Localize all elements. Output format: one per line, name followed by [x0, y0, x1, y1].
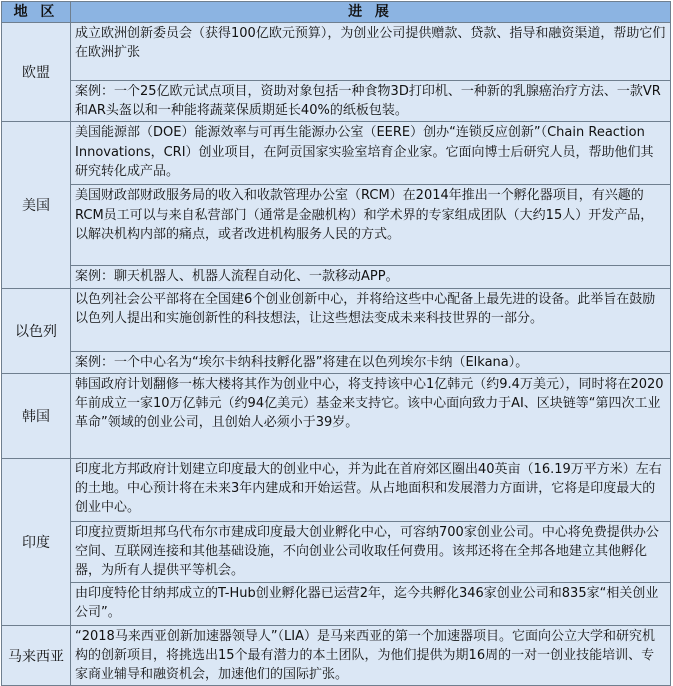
table-row [2, 266, 671, 288]
progress-cell: “2018马来西亚创新加速器领导人”（LIA）是马来西亚的第一个加速器项目。它面向公立大学和研究机构的创新项目，将挑选出15个最有潜力的本土团队，为他们提供为期16周的一对一创业技能培训、专家商业辅导和融资机会，加速他们的国际扩张。 [71, 625, 671, 686]
progress-cell: 以色列社会公平部将在全国建6个创业创新中心，并将给这些中心配备上最先进的设备。此举旨在鼓励以色列人提出和实施创新性的科技想法，让这些想法变成未来科技世界的一部分。 [71, 288, 671, 351]
region-eu: 欧盟 [2, 23, 71, 122]
table-row [2, 351, 671, 373]
table-row [2, 122, 671, 185]
progress-cell: 案例：聊天机器人、机器人流程自动化、一款移动APP。 [71, 266, 671, 288]
progress-cell: 印度拉贾斯坦邦乌代布尔市建成印度最大创业孵化中心，可容纳700家创业公司。中心将免费提供办公空间、互联网连接和其他基础设施，不向创业公司收取任何费用。该邦还将在全邦各地建立其他孵化器，为所有人提供平等机会。 [71, 521, 671, 582]
table-row [2, 185, 671, 266]
table-header-row [2, 2, 671, 23]
table-row [2, 23, 671, 81]
region-india: 印度 [2, 458, 71, 625]
table-row [2, 288, 671, 351]
region-korea: 韩国 [2, 373, 71, 458]
region-malaysia: 马来西亚 [2, 625, 71, 686]
progress-cell: 案例：一个25亿欧元试点项目，资助对象包括一种食物3D打印机、一种新的乳腺癌治疗方法、一款VR和AR头盔以和一种能将蔬菜保质期延长40%的纸板包装。 [71, 81, 671, 122]
progress-cell: 美国能源部（DOE）能源效率与可再生能源办公室（EERE）创办“连锁反应创新”（Chain Reaction Innovations，CRI）创业项目，在阿贡国家实验室培育企业家。它面向博士后研究人员，帮助他们其研究转化成产品。 [71, 122, 671, 185]
region-us: 美国 [2, 122, 71, 288]
progress-cell: 由印度特伦甘纳邦成立的T-Hub创业孵化器已运营2年，迄今共孵化346家创业公司和835家“相关创业公司”。 [71, 582, 671, 625]
table-row [2, 81, 671, 122]
progress-cell: 韩国政府计划翻修一栋大楼将其作为创业中心，将支持该中心1亿韩元（约9.4万美元），同时将在2020年前成立一家10万亿韩元（约94亿美元）基金来支持它。该中心面向致力于AI、区块链等“第四次工业革命”领域的创业公司，且创始人必须小于39岁。 [71, 373, 671, 458]
table-row [2, 458, 671, 521]
progress-cell: 美国财政部财政服务局的收入和收款管理办公室（RCM）在2014年推出一个孵化器项目，有兴趣的RCM员工可以与来自私营部门（通常是金融机构）和学术界的专家组成团队（大约15人）开发产品，以解决机构内部的痛点，或者改进机构服务人民的方式。 [71, 185, 671, 266]
table-row [2, 373, 671, 458]
progress-table [1, 1, 671, 686]
region-israel: 以色列 [2, 288, 71, 373]
table-row [2, 582, 671, 625]
progress-cell: 成立欧洲创新委员会（获得100亿欧元预算），为创业公司提供赠款、贷款、指导和融资渠道，帮助它们在欧洲扩张 [71, 23, 671, 81]
table-row [2, 625, 671, 686]
table-row [2, 521, 671, 582]
header-progress: 进 展 [71, 2, 671, 23]
progress-cell: 案例：一个中心名为“埃尔卡纳科技孵化器”将建在以色列埃尔卡纳（Elkana）。 [71, 351, 671, 373]
progress-cell: 印度北方邦政府计划建立印度最大的创业中心，并为此在首府郊区圈出40英亩（16.19万平方米）左右的土地。中心预计将在未来3年内建成和开始运营。从占地面积和发展潜力方面讲，它将是印度最大的创业中心。 [71, 458, 671, 521]
header-region: 地 区 [2, 2, 71, 23]
